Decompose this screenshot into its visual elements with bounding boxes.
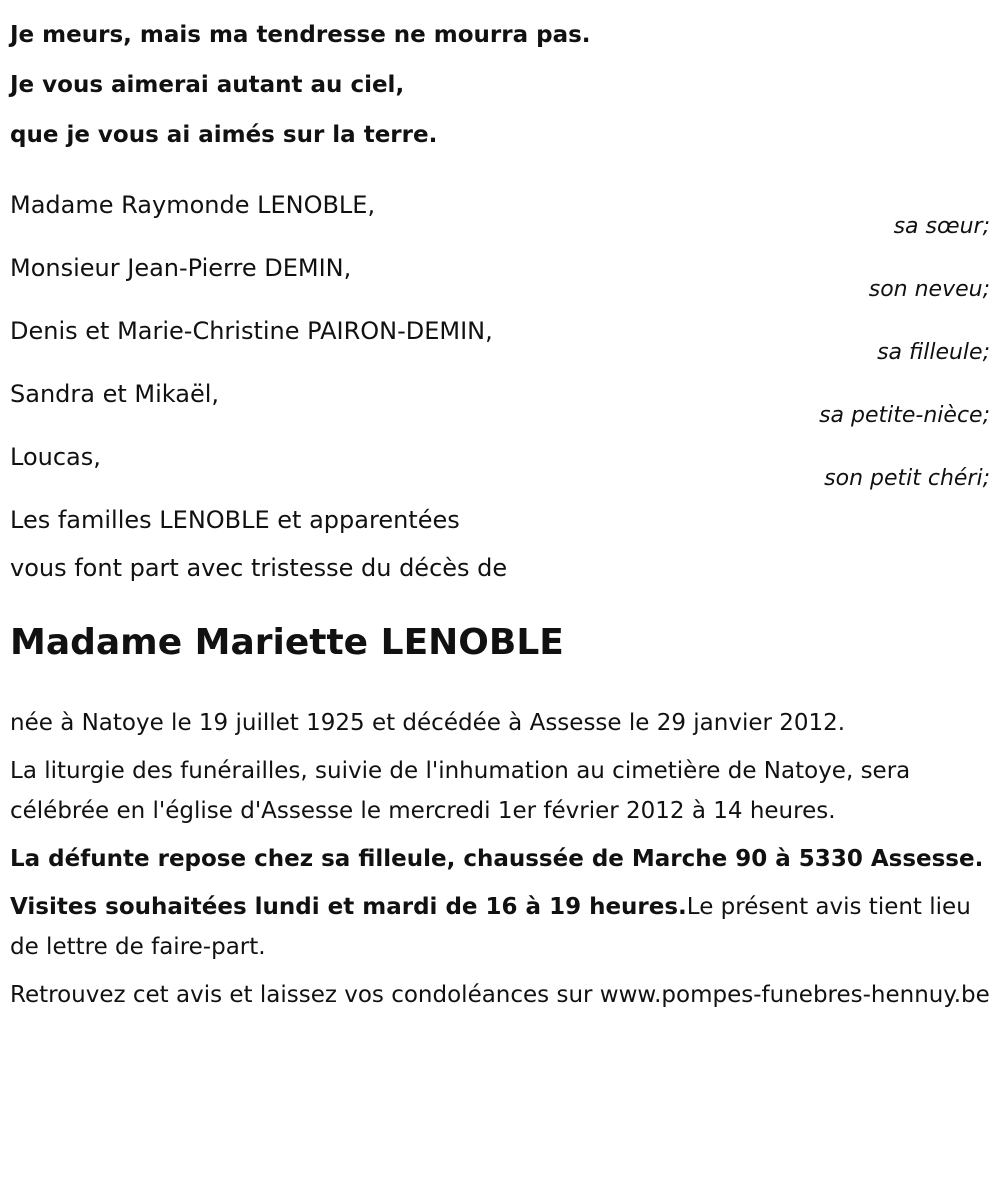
epigraph xyxy=(10,0,990,160)
epigraph-line: Je meurs, mais ma tendresse ne mourra pas. xyxy=(10,22,591,48)
repose-text: La défunte repose chez sa filleule, chaussée de Marche 90 à 5330 Assesse. xyxy=(10,846,984,872)
family-row xyxy=(10,316,990,379)
family-name: Loucas, xyxy=(10,443,101,471)
family-row xyxy=(10,442,990,505)
family-row xyxy=(10,190,990,253)
family-list xyxy=(10,190,990,535)
family-name: Sandra et Mikaël, xyxy=(10,380,220,408)
visits-paragraph xyxy=(10,887,990,967)
birth-death-text: née à Natoye le 19 juillet 1925 et décédée à Assesse le 29 janvier 2012. xyxy=(10,710,846,736)
family-row xyxy=(10,253,990,316)
funeral-details xyxy=(10,703,990,1015)
announcement-intro: vous font part avec tristesse du décès de xyxy=(10,554,508,582)
family-row xyxy=(10,379,990,442)
family-relation: son neveu; xyxy=(868,277,990,302)
family-relation: son petit chéri; xyxy=(824,466,990,491)
notice-text: Le présent avis tient lieu de lettre de faire-part. xyxy=(10,894,971,960)
family-relation: sa sœur; xyxy=(893,214,990,239)
family-name: Monsieur Jean-Pierre DEMIN, xyxy=(10,254,352,282)
family-name: Les familles LENOBLE et apparentées xyxy=(10,506,460,534)
deceased-name: Madame Mariette LENOBLE xyxy=(10,622,564,663)
epigraph-line: Je vous aimerai autant au ciel, xyxy=(10,72,405,98)
epigraph-line: que je vous ai aimés sur la terre. xyxy=(10,122,438,148)
family-row xyxy=(10,505,990,535)
family-relation: sa petite-nièce; xyxy=(819,403,990,428)
visits-text: Visites souhaitées lundi et mardi de 16 à 19 heures. xyxy=(10,894,687,920)
family-name: Denis et Marie-Christine PAIRON-DEMIN, xyxy=(10,317,493,345)
family-relation: sa filleule; xyxy=(877,340,990,365)
condolences-text: Retrouvez cet avis et laissez vos condoléances sur www.pompes-funebres-hennuy.be xyxy=(10,982,990,1008)
liturgy-text: La liturgie des funérailles, suivie de l'inhumation au cimetière de Natoye, sera célébrée en l'église d'Assesse le mercredi 1er février 2012 à 14 heures. xyxy=(10,758,911,824)
family-name: Madame Raymonde LENOBLE, xyxy=(10,191,376,219)
